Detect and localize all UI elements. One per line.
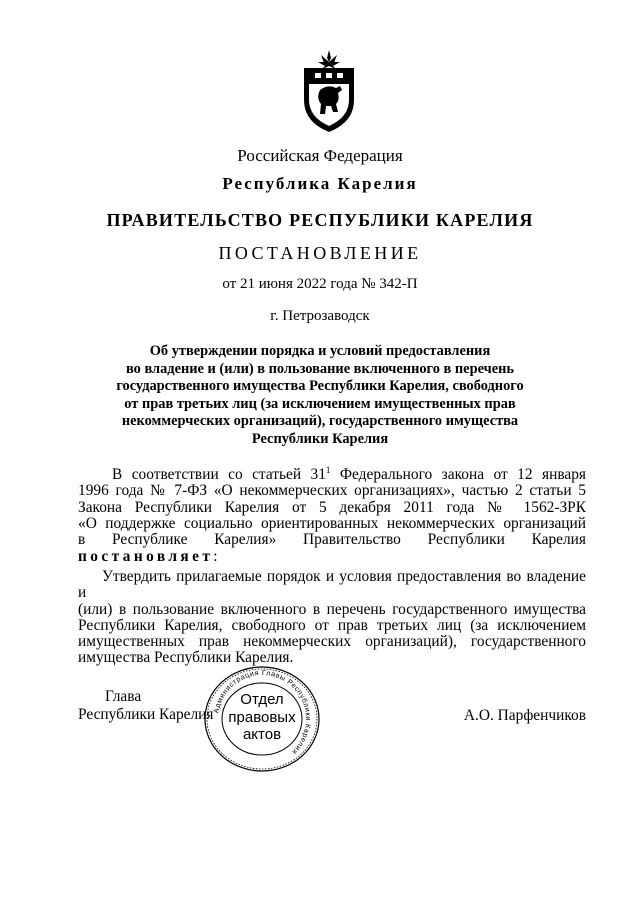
- resolves-word: постановляет: [78, 547, 214, 565]
- signatory-title-line: Республики Карелия: [78, 706, 214, 723]
- document-type: ПОСТАНОВЛЕНИЕ: [218, 243, 422, 263]
- paragraph-line: Республики Карелия, свободного от прав третьих лиц (за исключением: [78, 616, 586, 634]
- subject-line: Республики Карелия: [251, 430, 389, 447]
- signatory-title-line: Глава: [105, 688, 142, 705]
- stamp-center: [202, 664, 322, 774]
- superscript: 1: [325, 465, 331, 475]
- paragraph-line: Закона Республики Карелия от 5 декабря 2011 года № 1562-ЗРК: [78, 498, 586, 516]
- republic-name: Республика Карелия: [222, 174, 418, 193]
- subject-line: от прав третьих лиц (за исключением имущественных прав: [124, 395, 516, 412]
- document-city: г. Петрозаводск: [270, 308, 370, 324]
- text-fragment: Федерального закона от 12 января: [330, 466, 586, 484]
- coat-of-arms-icon: [298, 48, 360, 134]
- signatory-name: А.О. Парфенчиков: [463, 707, 586, 724]
- government-title: ПРАВИТЕЛЬСТВО РЕСПУБЛИКИ КАРЕЛИЯ: [106, 210, 534, 230]
- paragraph-line: [78, 462, 586, 483]
- paragraph-line: «О поддержке социально ориентированных некоммерческих организаций: [78, 515, 586, 533]
- text-fragment: Утвердить прилагаемые порядок и условия предоставления во владение и: [78, 568, 586, 602]
- paragraph-line: имущества Республики Карелия.: [78, 649, 294, 667]
- subject-line: некоммерческих организаций), государственного имущества: [121, 413, 519, 429]
- paragraph-line: [78, 549, 586, 565]
- stamp-line: актов: [242, 726, 282, 743]
- subject-line: во владение и (или) в пользование включенного в перечень: [125, 360, 515, 377]
- text-fragment: В соответствии со статьей 31: [112, 466, 326, 484]
- subject-line: Об утверждении порядка и условий предоставления: [149, 343, 491, 359]
- text-fragment: :: [213, 547, 218, 565]
- paragraph-line: в Республике Карелия» Правительство Республики Карелия: [78, 531, 586, 549]
- paragraph-line: [78, 569, 586, 602]
- paragraph-resolution: [78, 569, 586, 667]
- document-date-number: от 21 июня 2022 года № 342-П: [222, 276, 418, 292]
- subject-line: государственного имущества Республики Карелия, свободного: [116, 378, 524, 394]
- paragraph-line: 1996 года № 7-ФЗ «О некоммерческих организациях», частью 2 статьи 5: [78, 482, 586, 500]
- country-name: Российская Федерация: [237, 146, 403, 165]
- stamp-line: правовых: [228, 709, 296, 726]
- paragraph-legal-basis: [78, 462, 586, 565]
- stamp-line: Отдел: [240, 691, 284, 708]
- paragraph-line: (или) в пользование включенного в перечень государственного имущества: [78, 600, 586, 618]
- stamp-ring-text: Администрация Главы Республики Карелия: [211, 667, 314, 757]
- document-subject: [100, 343, 540, 448]
- paragraph-line: имущественных прав некоммерческих организаций), государственного: [78, 633, 586, 651]
